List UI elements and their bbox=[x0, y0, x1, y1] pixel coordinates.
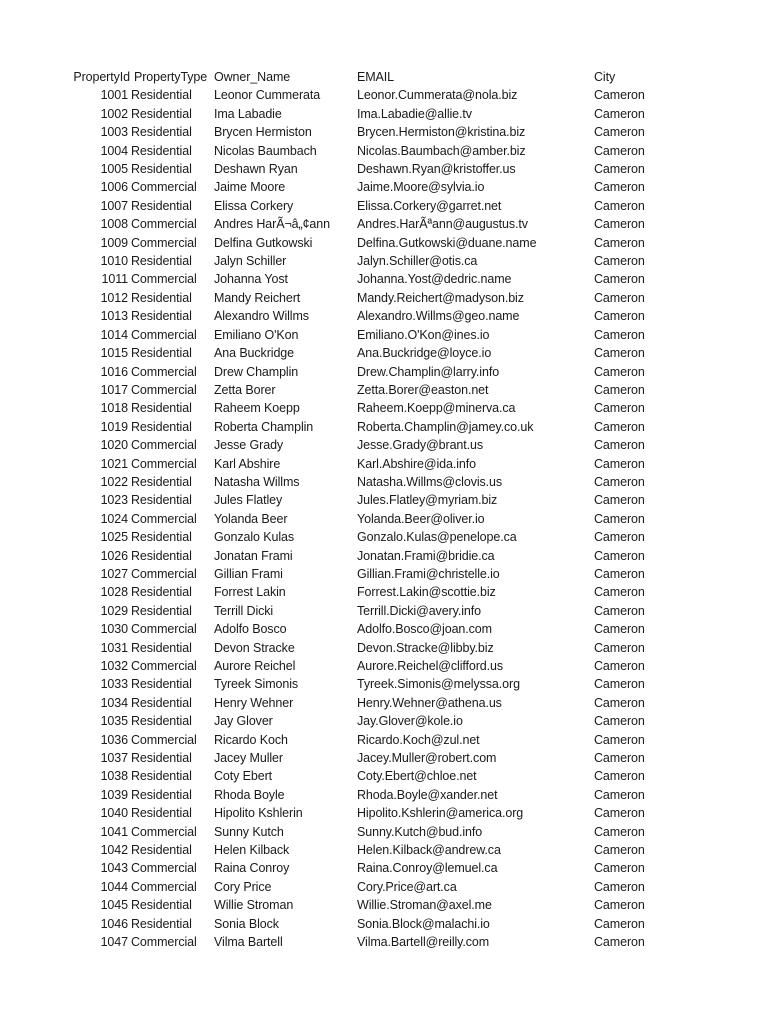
cell-email: Adolfo.Bosco@joan.com bbox=[357, 622, 492, 637]
cell-property-type: Residential bbox=[131, 843, 192, 858]
cell-owner-name: Gillian Frami bbox=[214, 566, 283, 581]
cell-property-type: Residential bbox=[131, 419, 192, 434]
cell-property-type: Commercial bbox=[131, 456, 197, 471]
cell-owner-name: Adolfo Bosco bbox=[214, 622, 287, 637]
cell-property-id: 1021 bbox=[100, 456, 128, 471]
cell-property-type: Commercial bbox=[131, 622, 197, 637]
cell-owner-name: Alexandro Willms bbox=[214, 309, 309, 324]
cell-property-id: 1041 bbox=[100, 824, 128, 839]
cell-property-type: Commercial bbox=[131, 935, 197, 950]
cell-property-type: Residential bbox=[131, 346, 192, 361]
cell-property-type: Residential bbox=[131, 88, 192, 103]
cell-email: Ana.Buckridge@loyce.io bbox=[357, 346, 492, 361]
cell-email: Yolanda.Beer@oliver.io bbox=[357, 511, 485, 526]
cell-property-type: Commercial bbox=[131, 511, 197, 526]
table-row bbox=[0, 178, 712, 196]
cell-property-id: 1019 bbox=[100, 419, 128, 434]
cell-email: Leonor.Cummerata@nola.biz bbox=[357, 88, 518, 103]
header-row bbox=[0, 68, 712, 86]
table-row bbox=[0, 786, 712, 804]
cell-property-type: Residential bbox=[131, 309, 192, 324]
table-row bbox=[0, 123, 712, 141]
cell-property-type: Residential bbox=[131, 916, 192, 931]
cell-property-id: 1044 bbox=[100, 879, 128, 894]
cell-property-type: Residential bbox=[131, 751, 192, 766]
cell-owner-name: Brycen Hermiston bbox=[214, 125, 312, 140]
cell-owner-name: Forrest Lakin bbox=[214, 585, 286, 600]
table-row bbox=[0, 473, 712, 491]
table-row bbox=[0, 694, 712, 712]
cell-owner-name: Terrill Dicki bbox=[214, 603, 274, 618]
cell-property-type: Residential bbox=[131, 787, 192, 802]
table-row bbox=[0, 657, 712, 675]
table-row bbox=[0, 142, 712, 160]
cell-city: Cameron bbox=[594, 787, 645, 802]
cell-email: Ricardo.Koch@zul.net bbox=[357, 732, 480, 747]
table-row bbox=[0, 915, 712, 933]
cell-email: Jacey.Muller@robert.com bbox=[357, 751, 497, 766]
cell-email: Jaime.Moore@sylvia.io bbox=[357, 180, 485, 195]
cell-property-type: Residential bbox=[131, 530, 192, 545]
cell-property-type: Residential bbox=[131, 401, 192, 416]
cell-city: Cameron bbox=[594, 364, 645, 379]
cell-property-id: 1042 bbox=[100, 843, 128, 858]
table-row bbox=[0, 565, 712, 583]
cell-city: Cameron bbox=[594, 585, 645, 600]
cell-city: Cameron bbox=[594, 677, 645, 692]
cell-city: Cameron bbox=[594, 493, 645, 508]
cell-property-type: Residential bbox=[131, 585, 192, 600]
cell-city: Cameron bbox=[594, 217, 645, 232]
table-row bbox=[0, 491, 712, 509]
cell-property-type: Commercial bbox=[131, 217, 197, 232]
cell-owner-name: Emiliano O'Kon bbox=[214, 327, 299, 342]
cell-property-id: 1018 bbox=[100, 401, 128, 416]
cell-property-id: 1013 bbox=[100, 309, 128, 324]
cell-owner-name: Rhoda Boyle bbox=[214, 787, 285, 802]
cell-city: Cameron bbox=[594, 916, 645, 931]
cell-property-id: 1010 bbox=[100, 254, 128, 269]
cell-property-type: Residential bbox=[131, 603, 192, 618]
cell-city: Cameron bbox=[594, 88, 645, 103]
cell-property-id: 1030 bbox=[100, 622, 128, 637]
cell-property-id: 1032 bbox=[100, 659, 128, 673]
table-row bbox=[0, 86, 712, 104]
table-row bbox=[0, 399, 712, 417]
cell-owner-name: Jalyn Schiller bbox=[214, 254, 287, 269]
cell-property-id: 1024 bbox=[100, 511, 128, 526]
cell-email: Ima.Labadie@allie.tv bbox=[357, 106, 472, 121]
cell-email: Jalyn.Schiller@otis.ca bbox=[357, 254, 478, 269]
cell-owner-name: Aurore Reichel bbox=[214, 659, 296, 673]
cell-email: Elissa.Corkery@garret.net bbox=[357, 198, 502, 213]
cell-city: Cameron bbox=[594, 898, 645, 913]
cell-city: Cameron bbox=[594, 511, 645, 526]
cell-email: Gonzalo.Kulas@penelope.ca bbox=[357, 530, 517, 545]
cell-property-id: 1033 bbox=[100, 677, 128, 692]
cell-owner-name: Willie Stroman bbox=[214, 898, 294, 913]
cell-property-id: 1029 bbox=[100, 603, 128, 618]
cell-city: Cameron bbox=[594, 290, 645, 305]
cell-email: Karl.Abshire@ida.info bbox=[357, 456, 476, 471]
table-row bbox=[0, 602, 712, 620]
cell-email: Nicolas.Baumbach@amber.biz bbox=[357, 143, 526, 158]
cell-property-type: Commercial bbox=[131, 272, 197, 287]
cell-email: Deshawn.Ryan@kristoffer.us bbox=[357, 162, 516, 177]
cell-email: Delfina.Gutkowski@duane.name bbox=[357, 235, 537, 250]
cell-city: Cameron bbox=[594, 327, 645, 342]
cell-property-type: Residential bbox=[131, 474, 192, 489]
table-row bbox=[0, 455, 712, 473]
cell-property-id: 1016 bbox=[100, 364, 128, 379]
cell-owner-name: Sunny Kutch bbox=[214, 824, 284, 839]
table-row bbox=[0, 547, 712, 565]
cell-property-id: 1026 bbox=[100, 548, 128, 563]
table-row bbox=[0, 197, 712, 215]
cell-city: Cameron bbox=[594, 861, 645, 876]
cell-property-id: 1027 bbox=[100, 566, 128, 581]
table-row bbox=[0, 823, 712, 841]
cell-owner-name: Hipolito Kshlerin bbox=[214, 806, 303, 821]
cell-city: Cameron bbox=[594, 751, 645, 766]
table-row bbox=[0, 363, 712, 381]
table-row bbox=[0, 583, 712, 601]
cell-property-type: Commercial bbox=[131, 364, 197, 379]
cell-city: Cameron bbox=[594, 235, 645, 250]
cell-city: Cameron bbox=[594, 180, 645, 195]
cell-city: Cameron bbox=[594, 843, 645, 858]
cell-email: Hipolito.Kshlerin@america.org bbox=[357, 806, 524, 821]
table-row bbox=[0, 289, 712, 307]
cell-property-type: Residential bbox=[131, 548, 192, 563]
table-row bbox=[0, 215, 712, 233]
cell-email: Raina.Conroy@lemuel.ca bbox=[357, 861, 498, 876]
table-row bbox=[0, 105, 712, 123]
cell-city: Cameron bbox=[594, 622, 645, 637]
cell-email: Natasha.Willms@clovis.us bbox=[357, 474, 503, 489]
cell-property-type: Residential bbox=[131, 769, 192, 784]
cell-city: Cameron bbox=[594, 806, 645, 821]
cell-email: Willie.Stroman@axel.me bbox=[357, 898, 492, 913]
cell-property-type: Residential bbox=[131, 714, 192, 729]
table-body bbox=[0, 86, 712, 951]
property-table bbox=[0, 68, 712, 952]
cell-property-id: 1020 bbox=[100, 438, 128, 453]
cell-city: Cameron bbox=[594, 659, 645, 673]
property-table-sheet bbox=[0, 68, 768, 952]
cell-property-type: Commercial bbox=[131, 879, 197, 894]
cell-city: Cameron bbox=[594, 143, 645, 158]
cell-email: Aurore.Reichel@clifford.us bbox=[357, 659, 504, 673]
header-owner-name: Owner_Name bbox=[214, 70, 291, 84]
cell-city: Cameron bbox=[594, 566, 645, 581]
cell-owner-name: Gonzalo Kulas bbox=[214, 530, 294, 545]
cell-property-type: Commercial bbox=[131, 382, 197, 397]
cell-property-type: Commercial bbox=[131, 327, 197, 342]
table-row bbox=[0, 675, 712, 693]
cell-email: Henry.Wehner@athena.us bbox=[357, 695, 502, 710]
cell-property-type: Residential bbox=[131, 898, 192, 913]
cell-city: Cameron bbox=[594, 603, 645, 618]
cell-owner-name: Drew Champlin bbox=[214, 364, 299, 379]
cell-property-type: Residential bbox=[131, 143, 192, 158]
table-row bbox=[0, 528, 712, 546]
cell-property-id: 1023 bbox=[100, 493, 128, 508]
cell-owner-name: Karl Abshire bbox=[214, 456, 281, 471]
cell-property-id: 1025 bbox=[100, 530, 128, 545]
cell-owner-name: Raheem Koepp bbox=[214, 401, 300, 416]
cell-email: Devon.Stracke@libby.biz bbox=[357, 640, 494, 655]
cell-city: Cameron bbox=[594, 935, 645, 950]
cell-owner-name: Tyreek Simonis bbox=[214, 677, 299, 692]
table-row bbox=[0, 639, 712, 657]
cell-property-id: 1031 bbox=[100, 640, 128, 655]
header-property-id: PropertyId bbox=[73, 70, 130, 84]
cell-email: Jonatan.Frami@bridie.ca bbox=[357, 548, 495, 563]
cell-owner-name: Jay Glover bbox=[214, 714, 273, 729]
cell-city: Cameron bbox=[594, 382, 645, 397]
cell-property-id: 1008 bbox=[100, 217, 128, 232]
cell-city: Cameron bbox=[594, 438, 645, 453]
cell-email: Zetta.Borer@easton.net bbox=[357, 382, 489, 397]
cell-email: Sonia.Block@malachi.io bbox=[357, 916, 490, 931]
table-row bbox=[0, 620, 712, 638]
cell-city: Cameron bbox=[594, 474, 645, 489]
cell-property-type: Residential bbox=[131, 125, 192, 140]
cell-property-type: Commercial bbox=[131, 824, 197, 839]
cell-owner-name: Zetta Borer bbox=[214, 382, 276, 397]
table-row bbox=[0, 307, 712, 325]
cell-email: Roberta.Champlin@jamey.co.uk bbox=[357, 419, 534, 434]
cell-property-id: 1017 bbox=[100, 382, 128, 397]
cell-email: Cory.Price@art.ca bbox=[357, 879, 457, 894]
cell-owner-name: Mandy Reichert bbox=[214, 290, 301, 305]
cell-email: Andres.HarÃªann@augustus.tv bbox=[357, 217, 528, 232]
cell-property-id: 1047 bbox=[100, 935, 128, 950]
cell-city: Cameron bbox=[594, 548, 645, 563]
cell-property-id: 1012 bbox=[100, 290, 128, 305]
cell-email: Terrill.Dicki@avery.info bbox=[357, 603, 481, 618]
cell-property-id: 1045 bbox=[100, 898, 128, 913]
table-row bbox=[0, 731, 712, 749]
header-city: City bbox=[594, 70, 616, 84]
cell-owner-name: Coty Ebert bbox=[214, 769, 273, 784]
cell-email: Brycen.Hermiston@kristina.biz bbox=[357, 125, 526, 140]
cell-owner-name: Sonia Block bbox=[214, 916, 279, 931]
cell-city: Cameron bbox=[594, 419, 645, 434]
cell-property-type: Residential bbox=[131, 677, 192, 692]
cell-property-id: 1003 bbox=[100, 125, 128, 140]
cell-owner-name: Ricardo Koch bbox=[214, 732, 288, 747]
cell-property-id: 1036 bbox=[100, 732, 128, 747]
cell-email: Gillian.Frami@christelle.io bbox=[357, 566, 500, 581]
table-row bbox=[0, 749, 712, 767]
cell-city: Cameron bbox=[594, 732, 645, 747]
cell-owner-name: Jaime Moore bbox=[214, 180, 286, 195]
cell-email: Vilma.Bartell@reilly.com bbox=[357, 935, 490, 950]
cell-property-type: Commercial bbox=[131, 659, 197, 673]
cell-email: Helen.Kilback@andrew.ca bbox=[357, 843, 501, 858]
table-row bbox=[0, 896, 712, 914]
cell-property-id: 1039 bbox=[100, 787, 128, 802]
cell-property-id: 1006 bbox=[100, 180, 128, 195]
cell-property-type: Commercial bbox=[131, 235, 197, 250]
cell-email: Emiliano.O'Kon@ines.io bbox=[357, 327, 490, 342]
cell-owner-name: Delfina Gutkowski bbox=[214, 235, 313, 250]
cell-city: Cameron bbox=[594, 879, 645, 894]
table-row bbox=[0, 712, 712, 730]
cell-owner-name: Jules Flatley bbox=[214, 493, 283, 508]
cell-property-id: 1009 bbox=[100, 235, 128, 250]
cell-property-id: 1014 bbox=[100, 327, 128, 342]
table-row bbox=[0, 381, 712, 399]
cell-owner-name: Devon Stracke bbox=[214, 640, 295, 655]
cell-owner-name: Nicolas Baumbach bbox=[214, 143, 317, 158]
cell-city: Cameron bbox=[594, 346, 645, 361]
cell-property-id: 1028 bbox=[100, 585, 128, 600]
cell-owner-name: Ima Labadie bbox=[214, 106, 282, 121]
table-row bbox=[0, 859, 712, 877]
table-row bbox=[0, 436, 712, 454]
cell-property-id: 1004 bbox=[100, 143, 128, 158]
table-row bbox=[0, 510, 712, 528]
cell-city: Cameron bbox=[594, 309, 645, 324]
cell-property-id: 1043 bbox=[100, 861, 128, 876]
cell-city: Cameron bbox=[594, 695, 645, 710]
header-email: EMAIL bbox=[357, 70, 395, 84]
cell-email: Alexandro.Willms@geo.name bbox=[357, 309, 520, 324]
cell-owner-name: Yolanda Beer bbox=[214, 511, 288, 526]
cell-email: Jesse.Grady@brant.us bbox=[357, 438, 484, 453]
table-row bbox=[0, 841, 712, 859]
cell-property-type: Residential bbox=[131, 640, 192, 655]
cell-property-type: Commercial bbox=[131, 566, 197, 581]
cell-property-id: 1037 bbox=[100, 751, 128, 766]
cell-property-type: Residential bbox=[131, 493, 192, 508]
cell-property-id: 1002 bbox=[100, 106, 128, 121]
table-row bbox=[0, 234, 712, 252]
cell-property-id: 1022 bbox=[100, 474, 128, 489]
cell-city: Cameron bbox=[594, 198, 645, 213]
cell-property-type: Commercial bbox=[131, 438, 197, 453]
cell-email: Jay.Glover@kole.io bbox=[357, 714, 463, 729]
cell-property-id: 1040 bbox=[100, 806, 128, 821]
cell-property-type: Commercial bbox=[131, 861, 197, 876]
table-row bbox=[0, 160, 712, 178]
table-row bbox=[0, 878, 712, 896]
cell-city: Cameron bbox=[594, 106, 645, 121]
cell-owner-name: Ana Buckridge bbox=[214, 346, 294, 361]
cell-property-id: 1035 bbox=[100, 714, 128, 729]
cell-owner-name: Vilma Bartell bbox=[214, 935, 283, 950]
cell-email: Jules.Flatley@myriam.biz bbox=[357, 493, 498, 508]
cell-owner-name: Raina Conroy bbox=[214, 861, 290, 876]
cell-city: Cameron bbox=[594, 824, 645, 839]
cell-property-type: Commercial bbox=[131, 180, 197, 195]
cell-owner-name: Henry Wehner bbox=[214, 695, 294, 710]
cell-owner-name: Helen Kilback bbox=[214, 843, 290, 858]
table-row bbox=[0, 418, 712, 436]
cell-property-id: 1034 bbox=[100, 695, 128, 710]
cell-email: Raheem.Koepp@minerva.ca bbox=[357, 401, 516, 416]
cell-email: Sunny.Kutch@bud.info bbox=[357, 824, 483, 839]
cell-property-id: 1007 bbox=[100, 198, 128, 213]
cell-owner-name: Roberta Champlin bbox=[214, 419, 314, 434]
cell-owner-name: Leonor Cummerata bbox=[214, 88, 321, 103]
cell-owner-name: Natasha Willms bbox=[214, 474, 300, 489]
cell-email: Forrest.Lakin@scottie.biz bbox=[357, 585, 496, 600]
cell-owner-name: Johanna Yost bbox=[214, 272, 288, 287]
cell-email: Coty.Ebert@chloe.net bbox=[357, 769, 477, 784]
table-row bbox=[0, 326, 712, 344]
table-row bbox=[0, 933, 712, 951]
cell-email: Tyreek.Simonis@melyssa.org bbox=[357, 677, 520, 692]
cell-owner-name: Andres HarÃ¬â„¢ann bbox=[214, 217, 330, 232]
cell-property-id: 1038 bbox=[100, 769, 128, 784]
cell-property-id: 1005 bbox=[100, 162, 128, 177]
cell-owner-name: Jesse Grady bbox=[214, 438, 284, 453]
cell-owner-name: Elissa Corkery bbox=[214, 198, 294, 213]
table-header bbox=[0, 68, 712, 86]
cell-property-type: Residential bbox=[131, 254, 192, 269]
cell-owner-name: Jonatan Frami bbox=[214, 548, 293, 563]
cell-city: Cameron bbox=[594, 254, 645, 269]
cell-email: Johanna.Yost@dedric.name bbox=[357, 272, 512, 287]
cell-email: Mandy.Reichert@madyson.biz bbox=[357, 290, 524, 305]
cell-property-id: 1046 bbox=[100, 916, 128, 931]
cell-city: Cameron bbox=[594, 272, 645, 287]
cell-property-type: Residential bbox=[131, 806, 192, 821]
cell-city: Cameron bbox=[594, 401, 645, 416]
table-row bbox=[0, 804, 712, 822]
table-row bbox=[0, 270, 712, 288]
header-property-type: PropertyType bbox=[134, 70, 208, 84]
table-row bbox=[0, 252, 712, 270]
cell-city: Cameron bbox=[594, 640, 645, 655]
table-row bbox=[0, 344, 712, 362]
cell-property-type: Commercial bbox=[131, 732, 197, 747]
cell-city: Cameron bbox=[594, 714, 645, 729]
cell-property-type: Residential bbox=[131, 162, 192, 177]
cell-city: Cameron bbox=[594, 125, 645, 140]
cell-email: Rhoda.Boyle@xander.net bbox=[357, 787, 498, 802]
cell-city: Cameron bbox=[594, 530, 645, 545]
cell-city: Cameron bbox=[594, 769, 645, 784]
cell-city: Cameron bbox=[594, 162, 645, 177]
cell-property-type: Residential bbox=[131, 106, 192, 121]
cell-owner-name: Cory Price bbox=[214, 879, 272, 894]
cell-email: Drew.Champlin@larry.info bbox=[357, 364, 500, 379]
cell-owner-name: Deshawn Ryan bbox=[214, 162, 298, 177]
cell-property-id: 1015 bbox=[100, 346, 128, 361]
table-row bbox=[0, 767, 712, 785]
cell-property-id: 1001 bbox=[100, 88, 128, 103]
cell-property-id: 1011 bbox=[101, 272, 128, 287]
cell-property-type: Residential bbox=[131, 290, 192, 305]
cell-property-type: Residential bbox=[131, 695, 192, 710]
cell-property-type: Residential bbox=[131, 198, 192, 213]
cell-city: Cameron bbox=[594, 456, 645, 471]
cell-owner-name: Jacey Muller bbox=[214, 751, 283, 766]
